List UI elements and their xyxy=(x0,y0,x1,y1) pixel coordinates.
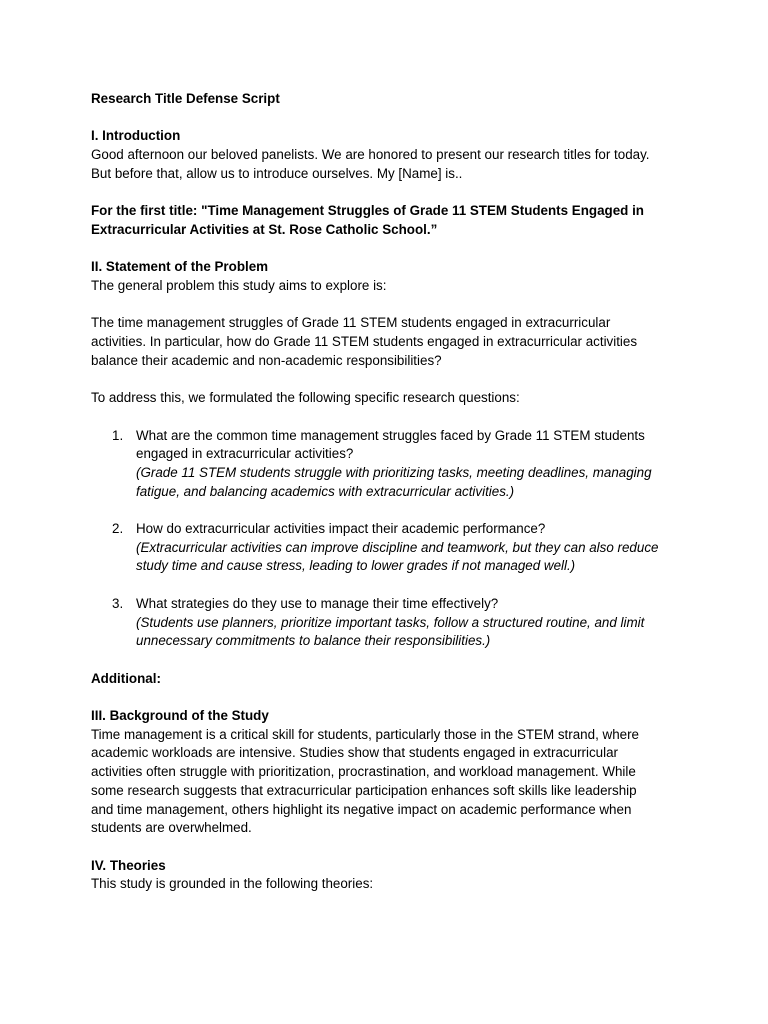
research-question-item xyxy=(91,520,688,576)
question-number: 1. xyxy=(112,427,124,443)
theories-intro: This study is grounded in the following theories: xyxy=(91,876,374,892)
spacer xyxy=(91,838,688,857)
problem-paragraph-line: activities. In particular, how do Grade 11 STEM students engaged in extracurricular activities xyxy=(91,334,638,350)
background-line: some research suggests that extracurricular participation enhances soft skills like leadership xyxy=(91,782,637,798)
answer-text-line: (Grade 11 STEM students struggle with prioritizing tasks, meeting deadlines, managing xyxy=(136,464,652,480)
theories-heading: IV. Theories xyxy=(91,857,166,873)
research-question-item xyxy=(91,595,688,651)
spacer xyxy=(91,576,688,595)
background-line: and time management, others highlight its negative impact on academic performance when xyxy=(91,801,632,817)
document-title: Research Title Defense Script xyxy=(91,91,280,106)
question-number: 3. xyxy=(112,595,124,611)
spacer xyxy=(91,184,688,203)
additional-heading: Additional: xyxy=(91,670,161,686)
introduction-line: Good afternoon our beloved panelists. We are honored to present our research titles for today. xyxy=(91,147,650,163)
background-line: academic workloads are intensive. Studies show that students engaged in extracurricular xyxy=(91,745,618,761)
background-line: students are overwhelmed. xyxy=(91,820,252,836)
problem-paragraph-line: balance their academic and non-academic responsibilities? xyxy=(91,352,442,368)
question-text-line: engaged in extracurricular activities? xyxy=(136,446,354,462)
spacer xyxy=(91,240,688,259)
spacer xyxy=(91,408,688,427)
introduction-heading: I. Introduction xyxy=(91,128,181,144)
answer-text-line: (Extracurricular activities can improve discipline and teamwork, but they can also reduce xyxy=(136,539,659,555)
problem-intro: The general problem this study aims to explore is: xyxy=(91,277,387,293)
first-title-line: For the first title: "Time Management Struggles of Grade 11 STEM Students Engaged in xyxy=(91,203,644,219)
research-questions-list xyxy=(91,427,688,651)
problem-paragraph-line: The time management struggles of Grade 11 STEM students engaged in extracurricular xyxy=(91,315,611,331)
problem-heading: II. Statement of the Problem xyxy=(91,259,269,275)
spacer xyxy=(91,370,688,389)
question-text-line: How do extracurricular activities impact their academic performance? xyxy=(136,521,546,537)
spacer xyxy=(91,688,688,707)
answer-text-line: fatigue, and balancing academics with extracurricular activities.) xyxy=(136,483,515,499)
first-title-line: Extracurricular Activities at St. Rose Catholic School.” xyxy=(91,221,438,237)
background-heading: III. Background of the Study xyxy=(91,708,269,724)
answer-text-line: study time and cause stress, leading to lower grades if not managed well.) xyxy=(136,558,576,574)
spacer xyxy=(91,296,688,315)
background-line: Time management is a critical skill for students, particularly those in the STEM strand, where xyxy=(91,726,639,742)
question-number: 2. xyxy=(112,521,124,537)
answer-text-line: unnecessary commitments to balance their responsibilities.) xyxy=(136,633,491,649)
question-text-line: What strategies do they use to manage their time effectively? xyxy=(136,595,499,611)
spacer xyxy=(91,651,688,670)
background-line: activities often struggle with prioritization, procrastination, and workload management. While xyxy=(91,764,636,780)
question-text-line: What are the common time management struggles faced by Grade 11 STEM students xyxy=(136,427,645,443)
questions-intro: To address this, we formulated the following specific research questions: xyxy=(91,390,520,406)
spacer xyxy=(91,109,688,128)
introduction-line: But before that, allow us to introduce ourselves. My [Name] is.. xyxy=(91,165,463,181)
spacer xyxy=(91,501,688,520)
answer-text-line: (Students use planners, prioritize important tasks, follow a structured routine, and limit xyxy=(136,614,645,630)
research-question-item xyxy=(91,427,688,502)
